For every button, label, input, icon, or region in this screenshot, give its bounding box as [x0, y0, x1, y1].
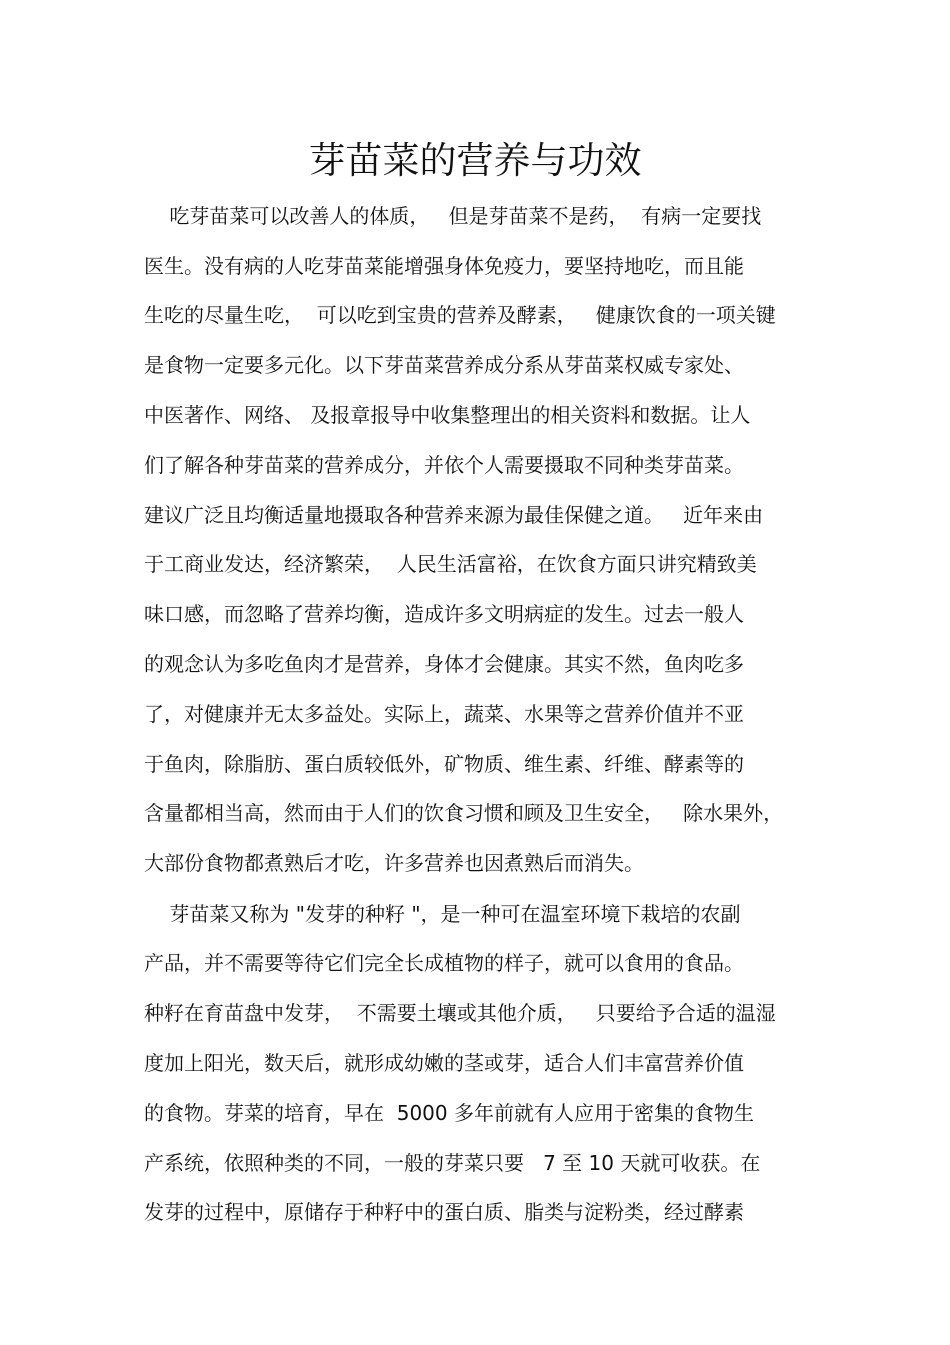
body-line: 于鱼肉，除脂肪、蛋白质较低外，矿物质、维生素、纤维、酵素等的 [144, 752, 744, 776]
body-line: 建议广泛且均衡适量地摄取各种营养来源为最佳保健之道。 近年来由 [144, 503, 764, 527]
body-line: 是食物一定要多元化。以下芽苗菜营养成分系从芽苗菜权威专家处、 [144, 353, 744, 377]
body-line: 了，对健康并无太多益处。实际上，蔬菜、水果等之营养价值并不亚 [144, 702, 744, 726]
body-line: 医生。没有病的人吃芽苗菜能增强身体免疫力，要坚持地吃，而且能 [144, 254, 744, 278]
body-line: 种籽在育苗盘中发芽， 不需要土壤或其他介质， 只要给予合适的温湿 [144, 1001, 776, 1025]
body-line: 产系统，依照种类的不同，一般的芽菜只要 7 至 10 天就可收获。在 [144, 1151, 761, 1175]
body-line: 味口感，而忽略了营养均衡，造成许多文明病症的发生。过去一般人 [144, 602, 744, 626]
body-line: 芽苗菜又称为 "发芽的种籽 "，是一种可在温室环境下栽培的农副 [144, 902, 741, 926]
body-line: 们了解各种芽苗菜的营养成分，并依个人需要摄取不同种类芽苗菜。 [144, 453, 744, 477]
body-line: 产品，并不需要等待它们完全长成植物的样子，就可以食用的食品。 [144, 951, 744, 975]
body-line: 的食物。芽菜的培育，早在 5000 多年前就有人应用于密集的食物生 [144, 1101, 754, 1125]
body-line: 的观念认为多吃鱼肉才是营养，身体才会健康。其实不然，鱼肉吃多 [144, 652, 744, 676]
body-line: 生吃的尽量生吃， 可以吃到宝贵的营养及酵素， 健康饮食的一项关键 [144, 303, 776, 327]
document-title: 芽苗菜的营养与功效 [308, 139, 642, 182]
body-line: 含量都相当高，然而由于人们的饮食习惯和顾及卫生安全， 除水果外， [144, 801, 784, 825]
body-line: 大部份食物都煮熟后才吃，许多营养也因煮熟后而消失。 [144, 851, 644, 875]
body-line: 吃芽苗菜可以改善人的体质， 但是芽苗菜不是药， 有病一定要找 [144, 204, 762, 228]
body-line: 发芽的过程中，原储存于种籽中的蛋白质、脂类与淀粉类，经过酵素 [144, 1200, 744, 1224]
body-line: 度加上阳光，数天后，就形成幼嫩的茎或芽，适合人们丰富营养价值 [144, 1051, 744, 1075]
body-line: 中医著作、网络、 及报章报导中收集整理出的相关资料和数据。让人 [144, 403, 751, 427]
body-line: 于工商业发达，经济繁荣， 人民生活富裕，在饮食方面只讲究精致美 [144, 552, 757, 576]
